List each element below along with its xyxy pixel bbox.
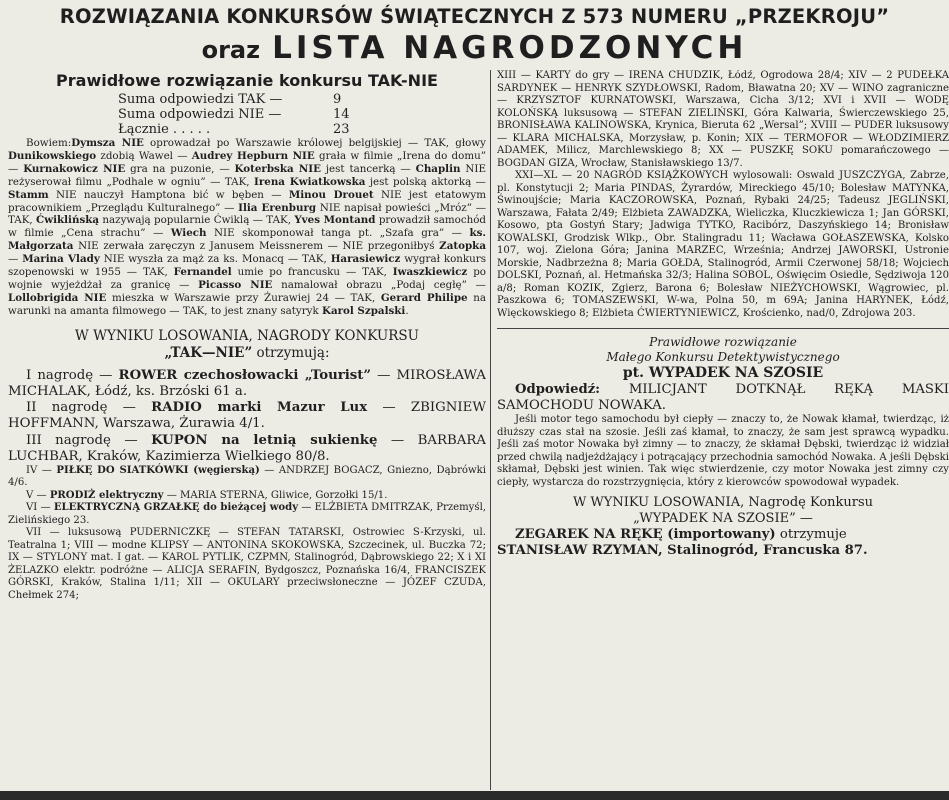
headline-oraz: oraz: [201, 36, 261, 64]
explanation-paragraph: Bowiem:Dymsza NIE oprowadzał po Warszawie królowej belgijskiej — TAK, głowy Dunikowskiego zdobią Wawel — Audrey Hepburn NIE grała w filmie „Irena do domu” — Kurnakowicz NIE gra na puzonie, — Koterbska NIE jest tancerką — Chaplin NIE reżyserował filmu „Podhale w ogniu” — TAK, Irena Kwiatkowska jest polską aktorką — Stamm NIE nauczył Hamptona bić w bęben — Minou Drouet NIE jest etatowym pracownikiem „Przeglądu Kulturalnego” — Ilia Erenburg NIE napisał powieści „Mróz” — TAK, Ćwiklińską nazywają popularnie Ćwiklą — TAK, Yves Montand prowadził samochód w filmie „Cena strachu” — Wiech NIE skomponował tanga pt. „Szafa gra” — ks. Małgorzata NIE zerwała zaręczyn z Janusem Meissnerem — NIE przegoniłbyś Zatopka — Marina Vlady NIE wyszła za mąż za ks. Monacq — TAK, Harasiewicz wygrał konkurs szopenowski w 1955 — TAK, Fernandel umie po francusku — TAK, Iwaszkiewicz po wojnie wyjeżdżał za granicę — Picasso NIE namalował obrazu „Podaj cegłę” — Lollobrigida NIE mieszka w Warszawie przy Żurawiej 24 — TAK, Gerard Philipe na warunki na amanta filmowego — TAK, to jest znany satyryk Karol Szpalski.: [8, 137, 486, 317]
prize-1: I nagrodę — ROWER czechosłowacki „Tourist” — MIROSŁAWA MICHALAK, Łódź, ks. Brzóski 61 a.: [8, 367, 486, 399]
section-rule: [497, 328, 949, 329]
headline-line-1: ROZWIĄZANIA KONKURSÓW ŚWIĄTECZNYCH Z 573 NUMERU „PRZEKROJU”: [59, 5, 890, 28]
draw2-header-line-1: W WYNIKU LOSOWANIA, Nagrodę Konkursu: [572, 495, 874, 510]
prize-3: III nagrodę — KUPON na letnią sukienkę — BARBARA LUCHBAR, Kraków, Kazimierza Wielkiego 80/8.: [8, 432, 486, 464]
sum-label: Suma odpowiedzi NIE —: [118, 107, 282, 122]
sums-block: [118, 92, 486, 137]
column-divider: [490, 70, 491, 790]
left-column: [8, 70, 486, 790]
book-prizes: XXI—XL — 20 NAGRÓD KSIĄŻKOWYCH wylosowali: Oswald JUSZCZYGA, Zabrze, pl. Konstytucji 2; Maria PINDAS, Żyrardów, Mireckiego 45/10; Bolesław MATYNKA, Świnoujście; Maria KACZOROWSKA, Poznań, Rybaki 24/25; Tadeusz JEGLIŃSKI, Warszawa, Fałata 2/49; Elżbieta ZAWADZKA, Wieliczka, Kluczkiewicza 1; Jan GÓRSKI, Kosowo, pta Gostyń Stary; Jadwiga TYTKO, Racibórz, Daszyńskiego 14; Bronisław KOWALSKI, Grodzisk Wlkp., Obr. Stalingradu 11; Wacława GOŁASZEWSKA, Kolsko 107, woj. Zielona Góra; Janina MARZEC, Września; Andrzej JAWORSKI, Ustronie Morskie, Nadbrzeżna 8; Maria GOŁDA, Stalinogród, Armii Czerwonej 58/18; Wojciech DOLSKI, Poznań, al. Hetmańska 32/3; Halina SOBOL, Oświęcim Osiedle, Sędziwoja 120 a/8; Roman KOZIK, Zgierz, Barona 6; Bolesław NIEŻYCHOWSKI, Wągrowiec, pl. Paszkowa 6; TOMASZEWSKI, W-wa, Polna 50, m 69A; Janina HARYNEK, Łódź, Więckowskiego 8; Elżbieta ĆWIERTYNIEWICZ, Krościenko, nad/0, Zdrojowa 203.: [497, 170, 949, 319]
detective-title: pt. WYPADEK NA SZOSIE: [622, 365, 824, 381]
answer: Odpowiedź: MILICJANT DOTKNĄŁ RĘKĄ MASKI SAMOCHODU NOWAKA.: [497, 382, 949, 413]
prize-6: VI — ELEKTRYCZNĄ GRZAŁKĘ do bieżącej wody — ELŻBIETA DMITRZAK, Przemyśl, Zielińskiego 23.: [8, 502, 486, 526]
tak-nie-header: Prawidłowe rozwiązanie konkursu TAK-NIE: [56, 71, 438, 90]
prize-4: IV — PIŁKĘ DO SIATKÓWKI (węgierską) — ANDRZEJ BOGACZ, Gniezno, Dąbrówki 4/6.: [8, 464, 486, 489]
sum-label: Łącznie . . . . .: [118, 122, 211, 137]
draw-header-line-2: „TAK—NIE” otrzymują:: [164, 344, 330, 361]
columns: [8, 70, 949, 790]
prizes-rest: VII — luksusową PUDERNICZKĘ — STEFAN TATARSKI, Ostrowiec S-Krzyski, ul. Teatralna 1; VIII — modne KLIPSY — ANTONINA SKOKOWSKA, Szczecinek, ul. Buczka 72; IX — STYLONY mat. I gat. — KAROL PYTLIK, CZPMN, Stalinogród, Dąbrowskiego 22; X i XI ŻELAZKO elektr. podróżne — ALICJA SERAFIN, Bydgoszcz, Poznańska 16/4, FRANCISZEK GÓRSKI, Kraków, Stalina 1/11; XII — OKULARY przeciwsłoneczne — JÓZEF CZUDA, Chełmek 274;: [8, 527, 486, 601]
sum-value: 23: [333, 122, 350, 137]
sum-row: [118, 107, 368, 122]
draw-header-line-1: W WYNIKU LOSOWANIA, NAGRODY KONKURSU: [74, 327, 420, 344]
footer-bar: [0, 791, 949, 800]
reasoning: Jeśli motor tego samochodu był ciepły — znaczy to, że Nowak kłamał, twierdząc, iż dłuższy czas stał na szosie. Jeśli zaś kłamał, to znaczy, że sam jest sprawcą wypadku. Jeśli zaś motor Nowaka był zimny — to znaczy, że skłamał Dębski, twierdząc iż widział przed chwilą nadjeżdżający i potrącający przechodnia samochód Nowaka. A jeśli Dębski skłamał, Dębski jest winien. Tak więc stwierdzenie, czy motor Nowaka jest zimny czy ciepły, wystarcza do rozstrzygnięcia, który z kierowców spowodował wypadek.: [497, 414, 949, 488]
right-column: [497, 70, 949, 790]
sum-value: 14: [333, 107, 350, 122]
draw-header: [8, 328, 486, 362]
prizes-continued: XIII — KARTY do gry — IRENA CHUDZIK, Łódź, Ogrodowa 28/4; XIV — 2 PUDEŁKA SARDYNEK — HENRYK SZYDŁOWSKI, Radom, Bławatna 20; XV — WINO zagraniczne — KRZYSZTOF KURNATOWSKI, Warszawa, Cicha 3/12; XVI i XVII — WODĘ KOLOŃSKĄ luksusową — STEFAN ZIELIŃSKI, Góra Kalwaria, Świerczewskiego 25, BRONISŁAWA KALINOWSKA, Krynica, Bieruta 62 „Wersal”; XVIII — PUDER luksusowy — KLARA MICHALSKA, Morzysław, p. Konin; XIX — TERMOFOR — WŁODZIMIERZ ADAMEK, Milicz, Marchlewskiego 8; XX — PUSZKĘ SOKU pomarańczowego — BOGDAN GIZA, Wrocław, Stanisławskiego 13/7.: [497, 70, 949, 169]
winner: ZEGAREK NA RĘKĘ (importowany) otrzymuje: [515, 527, 847, 542]
winner-name: STANISŁAW RZYMAN, Stalinogród, Francuska 87.: [497, 543, 868, 558]
draw2-header-line-2: „WYPADEK NA SZOSIE” —: [633, 511, 813, 526]
sum-label: Suma odpowiedzi TAK —: [118, 92, 283, 107]
sum-row: [118, 92, 368, 107]
sum-value: 9: [333, 92, 342, 107]
headline-line-2: [8, 30, 941, 71]
headline-lista: LISTA NAGRODZONYCH: [272, 30, 748, 66]
detective-line-2: Małego Konkursu Detektywistycznego: [606, 350, 840, 364]
sum-row: [118, 122, 368, 137]
prize-5: V — PRODIŻ elektryczny — MARIA STERNA, Gliwice, Gorzołki 15/1.: [26, 489, 388, 501]
detective-line-1: Prawidłowe rozwiązanie: [649, 335, 797, 349]
prize-2: II nagrodę — RADIO marki Mazur Lux — ZBIGNIEW HOFFMANN, Warszawa, Żurawia 4/1.: [8, 400, 486, 432]
